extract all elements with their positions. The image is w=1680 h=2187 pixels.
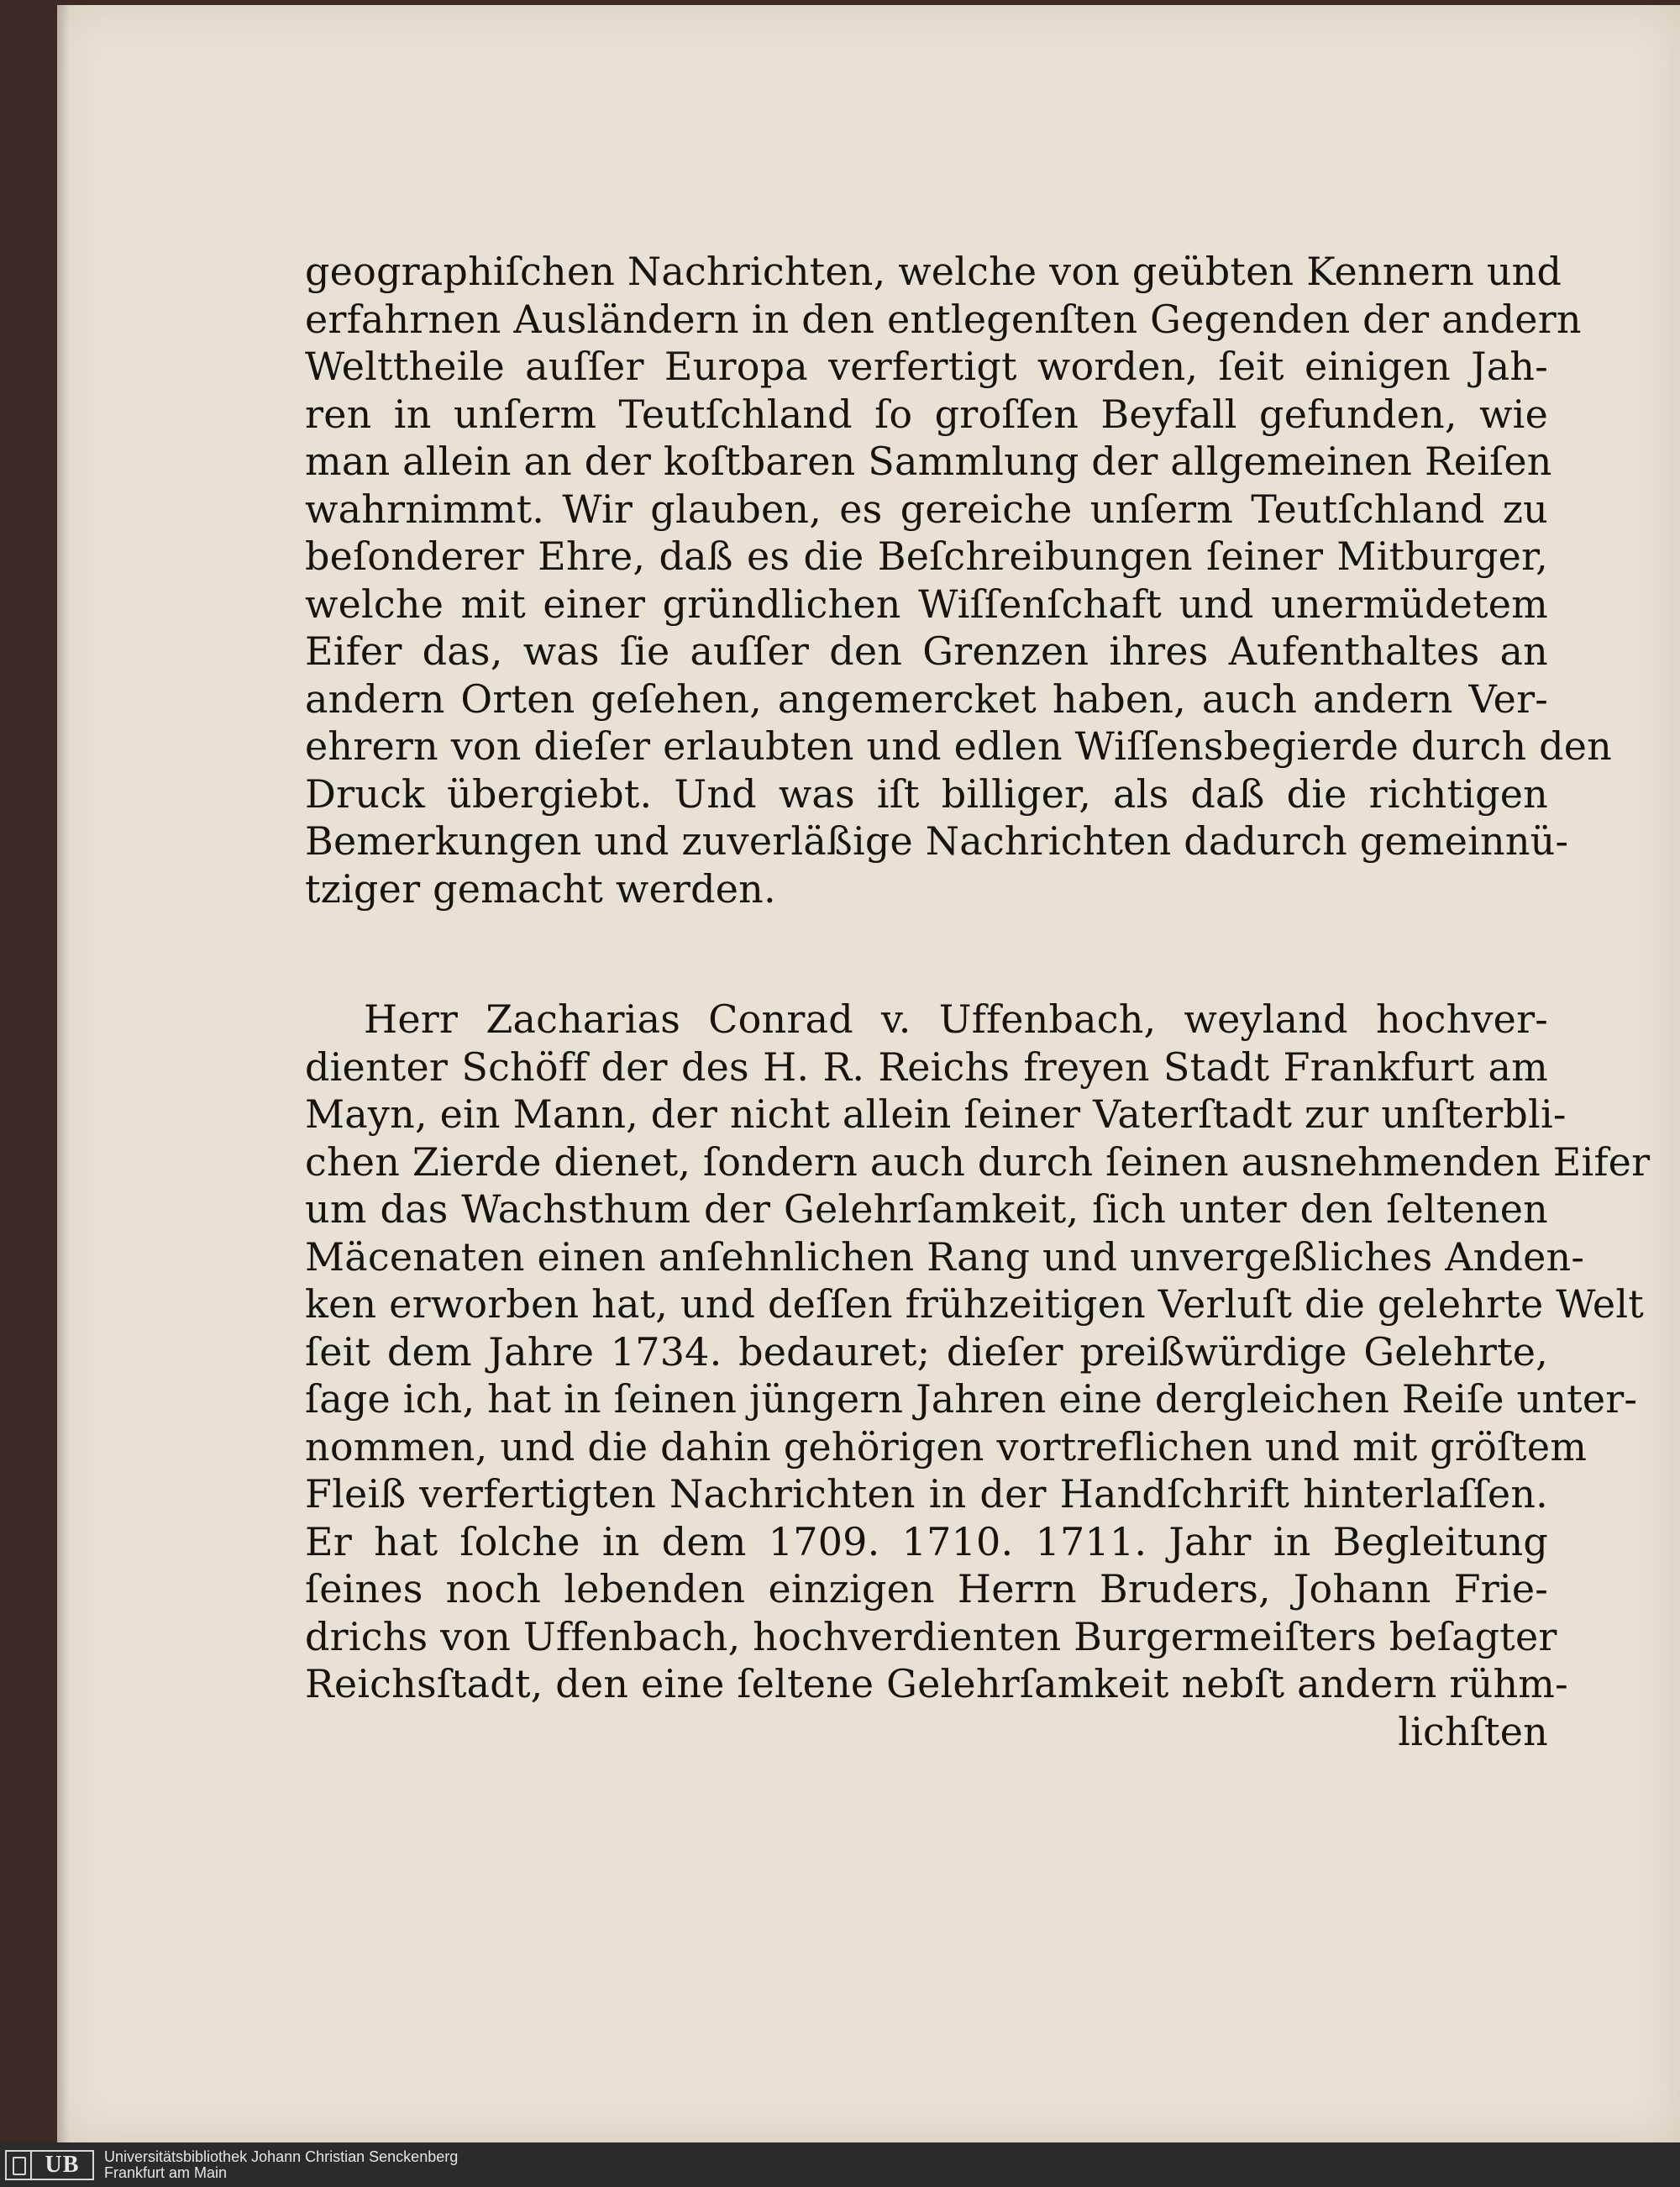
text-line: beſonderer Ehre, daß es die Beſchreibungen ſeiner Mitburger, [305, 534, 1548, 579]
text-line: ſeit dem Jahre 1734. bedauret; dieſer preißwürdige Gelehrte, [305, 1328, 1548, 1375]
text-line: ſage ich, hat in ſeinen jüngern Jahren eine dergleichen Reiſe unter- [305, 1376, 1638, 1422]
text-line: andern Orten geſehen, angemercket haben, auch andern Ver- [305, 676, 1548, 722]
catchword: lichſten [1398, 1708, 1548, 1754]
text-line: geographiſchen Nachrichten, welche von geübten Kennern und [305, 249, 1562, 294]
text-line: ren in unſerm Teutſchland ſo groſſen Beyfall gefunden, wie [305, 391, 1548, 437]
text-line: ken erworben hat, und deſſen frühzeitigen Verluſt die gelehrte Welt [305, 1281, 1644, 1327]
text-line: erfahrnen Ausländern in den entlegenſten Gegenden der andern [305, 296, 1582, 342]
text-line: Welttheile auſſer Europa verfertigt worden, ſeit einigen Jah- [305, 344, 1548, 389]
text-line: Druck übergiebt. Und was iſt billiger, als daß die richtigen [305, 770, 1548, 817]
text-line: drichs von Uffenbach, hochverdienten Burgermeiſters beſagter [305, 1613, 1557, 1659]
text-line: Mayn, ein Mann, der nicht allein ſeiner Vaterſtadt zur unſterbli- [305, 1091, 1567, 1137]
text-line: Herr Zacharias Conrad v. Uffenbach, weyland hochver- [364, 996, 1548, 1042]
text-line: Mäcenaten einen anſehnlichen Rang und unvergeßliches Anden- [305, 1233, 1585, 1280]
text-line: Er hat ſolche in dem 1709. 1710. 1711. Jahr in Begleitung [305, 1518, 1548, 1564]
text-line: welche mit einer gründlichen Wiſſenſchaft und unermüdetem [305, 581, 1548, 627]
text-line: Bemerkungen und zuverläßige Nachrichten dadurch gemeinnü- [305, 818, 1569, 864]
paragraph-2 [305, 996, 1651, 1755]
logo-text: UB [45, 2152, 80, 2178]
library-logo[interactable] [5, 2150, 94, 2180]
text-line: ehrern von dieſer erlaubten und edlen Wiſſensbegierde durch den [305, 723, 1613, 769]
text-line: chen Zierde dienet, ſondern auch durch ſeinen ausnehmenden Eifer [305, 1138, 1651, 1185]
page-edge-shadow [57, 5, 69, 2142]
text-line: Reichsſtadt, den eine ſeltene Gelehrſamkeit nebſt andern rühm- [305, 1661, 1568, 1706]
text-line: Eifer das, was ſie auſſer den Grenzen ihres Aufenthaltes an [305, 628, 1548, 674]
library-logo-icon [7, 2152, 32, 2179]
text-line: Fleiß verfertigten Nachrichten in der Handſchrift hinterlaſſen. [305, 1471, 1548, 1517]
text-line: nommen, und die dahin gehörigen vortreflichen und mit gröſtem [305, 1423, 1588, 1469]
text-line: dienter Schöff der des H. R. Reichs freyen Stadt Frankfurt am [305, 1044, 1548, 1090]
library-credit [104, 2149, 458, 2181]
text-line: man allein an der koſtbaren Sammlung der allgemeinen Reiſen [305, 439, 1552, 484]
library-city: Frankfurt am Main [104, 2164, 228, 2181]
library-name: Universitätsbibliothek Johann Christian Senckenberg [104, 2148, 459, 2165]
text-line: wahrnimmt. Wir glauben, es gereiche unſerm Teutſchland zu [305, 486, 1548, 532]
text-line: um das Wachsthum der Gelehrſamkeit, ſich unter den ſeltenen [305, 1186, 1548, 1232]
library-footer [0, 2142, 1680, 2187]
text-line: tziger gemacht werden. [305, 865, 776, 912]
paragraph-1 [305, 248, 1613, 912]
text-line: ſeines noch lebenden einzigen Herrn Bruders, Johann Frie- [305, 1566, 1548, 1611]
